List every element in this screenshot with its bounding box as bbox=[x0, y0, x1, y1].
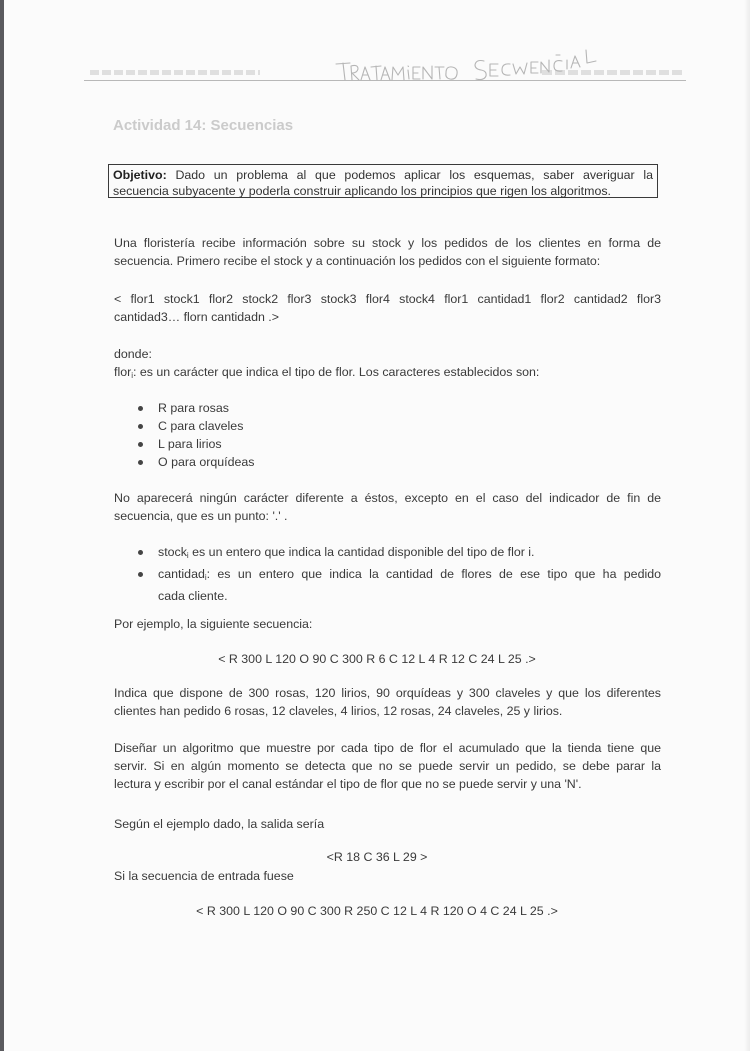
flower-type-label: R para rosas bbox=[158, 401, 229, 415]
example-sequence: < R 300 L 120 O 90 C 300 R 6 C 12 L 4 R 12 C 24 L 25 .> bbox=[218, 652, 536, 666]
cantidad-term: cantidad bbox=[158, 567, 205, 581]
stock-definition bbox=[158, 543, 661, 565]
second-sequence: < R 300 L 120 O 90 C 300 R 250 C 12 L 4 R 120 O 4 C 24 L 25 .> bbox=[196, 904, 558, 918]
donde-paragraph bbox=[114, 345, 661, 385]
intro-paragraph bbox=[114, 234, 661, 270]
document-page bbox=[4, 0, 750, 1051]
flor-term: flor bbox=[114, 365, 132, 379]
objective-text-1: Dado un problema al que podemos aplicar los esquemas, saber averiguar la bbox=[175, 168, 653, 182]
flor-subscript: i bbox=[131, 371, 133, 380]
cantidad-subscript: i bbox=[204, 573, 207, 582]
task-paragraph bbox=[114, 739, 661, 793]
example-intro-text: Por ejemplo, la siguiente secuencia: bbox=[114, 617, 313, 631]
format-line-2: cantidad3… florn cantidadn .> bbox=[114, 310, 279, 324]
list-item bbox=[136, 543, 661, 565]
flor-definition-text: : es un carácter que indica el tipo de flor. Los caracteres establecidos son: bbox=[133, 365, 540, 379]
flor-definition bbox=[114, 363, 661, 385]
handwritten-annotation bbox=[334, 36, 614, 86]
objective-line-2: secuencia subyacente y poderla construir aplicando los principios que rigen los algoritmos. bbox=[113, 184, 611, 198]
example-intro bbox=[114, 615, 661, 633]
cantidad-definition bbox=[158, 565, 661, 587]
objective-line-1 bbox=[113, 167, 653, 183]
no-other-paragraph bbox=[114, 489, 661, 525]
objective-box bbox=[108, 164, 658, 198]
list-item bbox=[136, 453, 254, 471]
cantidad-definition-text: : es un entero que indica la cantidad de flores de ese tipo que ha pedido bbox=[206, 567, 661, 581]
stock-subscript: i bbox=[186, 551, 189, 560]
stock-definition-text: es un entero que indica la cantidad disponible del tipo de flor i. bbox=[188, 545, 535, 559]
list-item bbox=[136, 435, 254, 453]
no-other-line-2: secuencia, que es un punto: '.' . bbox=[114, 509, 288, 523]
task-line-3: lectura y escribir por el canal estándar el tipo de flor que no se puede servir y una 'N'. bbox=[114, 777, 582, 791]
flower-types-list bbox=[136, 399, 254, 471]
example-explanation bbox=[114, 684, 661, 720]
task-line-2: servir. Si en algún momento se detecta que no se puede servir un pedido, se debe parar la bbox=[114, 759, 661, 773]
output-sequence: <R 18 C 36 L 29 > bbox=[326, 850, 428, 864]
flower-type-label: C para claveles bbox=[158, 419, 244, 433]
second-intro bbox=[114, 867, 661, 885]
no-other-line-1: No aparecerá ningún carácter diferente a éstos, excepto en el caso del indicador de fin de bbox=[114, 491, 661, 505]
list-item bbox=[136, 417, 254, 435]
bullet-icon bbox=[138, 550, 143, 555]
bullet-icon bbox=[138, 442, 143, 447]
donde-label: donde: bbox=[114, 347, 152, 361]
header-faded-text-left bbox=[90, 70, 260, 75]
task-line-1: Diseñar un algoritmo que muestre por cada tipo de flor el acumulado que la tienda tiene que bbox=[114, 741, 661, 755]
list-item bbox=[136, 565, 661, 605]
output-intro bbox=[114, 815, 661, 833]
flower-type-label: L para lirios bbox=[158, 437, 222, 451]
intro-line-1: Una floristería recibe información sobre su stock y los pedidos de los clientes en forma de bbox=[114, 236, 661, 250]
list-item bbox=[136, 399, 254, 417]
bullet-icon bbox=[138, 460, 143, 465]
bullet-icon bbox=[138, 406, 143, 411]
example-explanation-line-1: Indica que dispone de 300 rosas, 120 lirios, 90 orquídeas y 300 claveles y que los diferentes bbox=[114, 686, 661, 700]
format-paragraph bbox=[114, 290, 661, 326]
format-line-1: < flor1 stock1 flor2 stock2 flor3 stock3 flor4 stock4 flor1 cantidad1 flor2 cantidad2 flor3 bbox=[114, 292, 661, 306]
cantidad-definition-line-2: cada cliente. bbox=[158, 589, 228, 603]
bullet-icon bbox=[138, 424, 143, 429]
example-explanation-line-2: clientes han pedido 6 rosas, 12 claveles, 4 lirios, 12 rosas, 24 claveles, 25 y lirios. bbox=[114, 704, 563, 718]
definitions-list bbox=[136, 543, 661, 605]
flower-type-label: O para orquídeas bbox=[158, 455, 255, 469]
activity-title: Actividad 14: Secuencias bbox=[113, 117, 294, 134]
intro-line-2: secuencia. Primero recibe el stock y a continuación los pedidos con el siguiente formato: bbox=[114, 254, 601, 268]
bullet-icon bbox=[138, 572, 143, 577]
second-intro-text: Si la secuencia de entrada fuese bbox=[114, 869, 294, 883]
objective-label: Objetivo: bbox=[113, 168, 167, 182]
stock-term: stock bbox=[158, 545, 187, 559]
output-intro-text: Según el ejemplo dado, la salida sería bbox=[114, 817, 325, 831]
